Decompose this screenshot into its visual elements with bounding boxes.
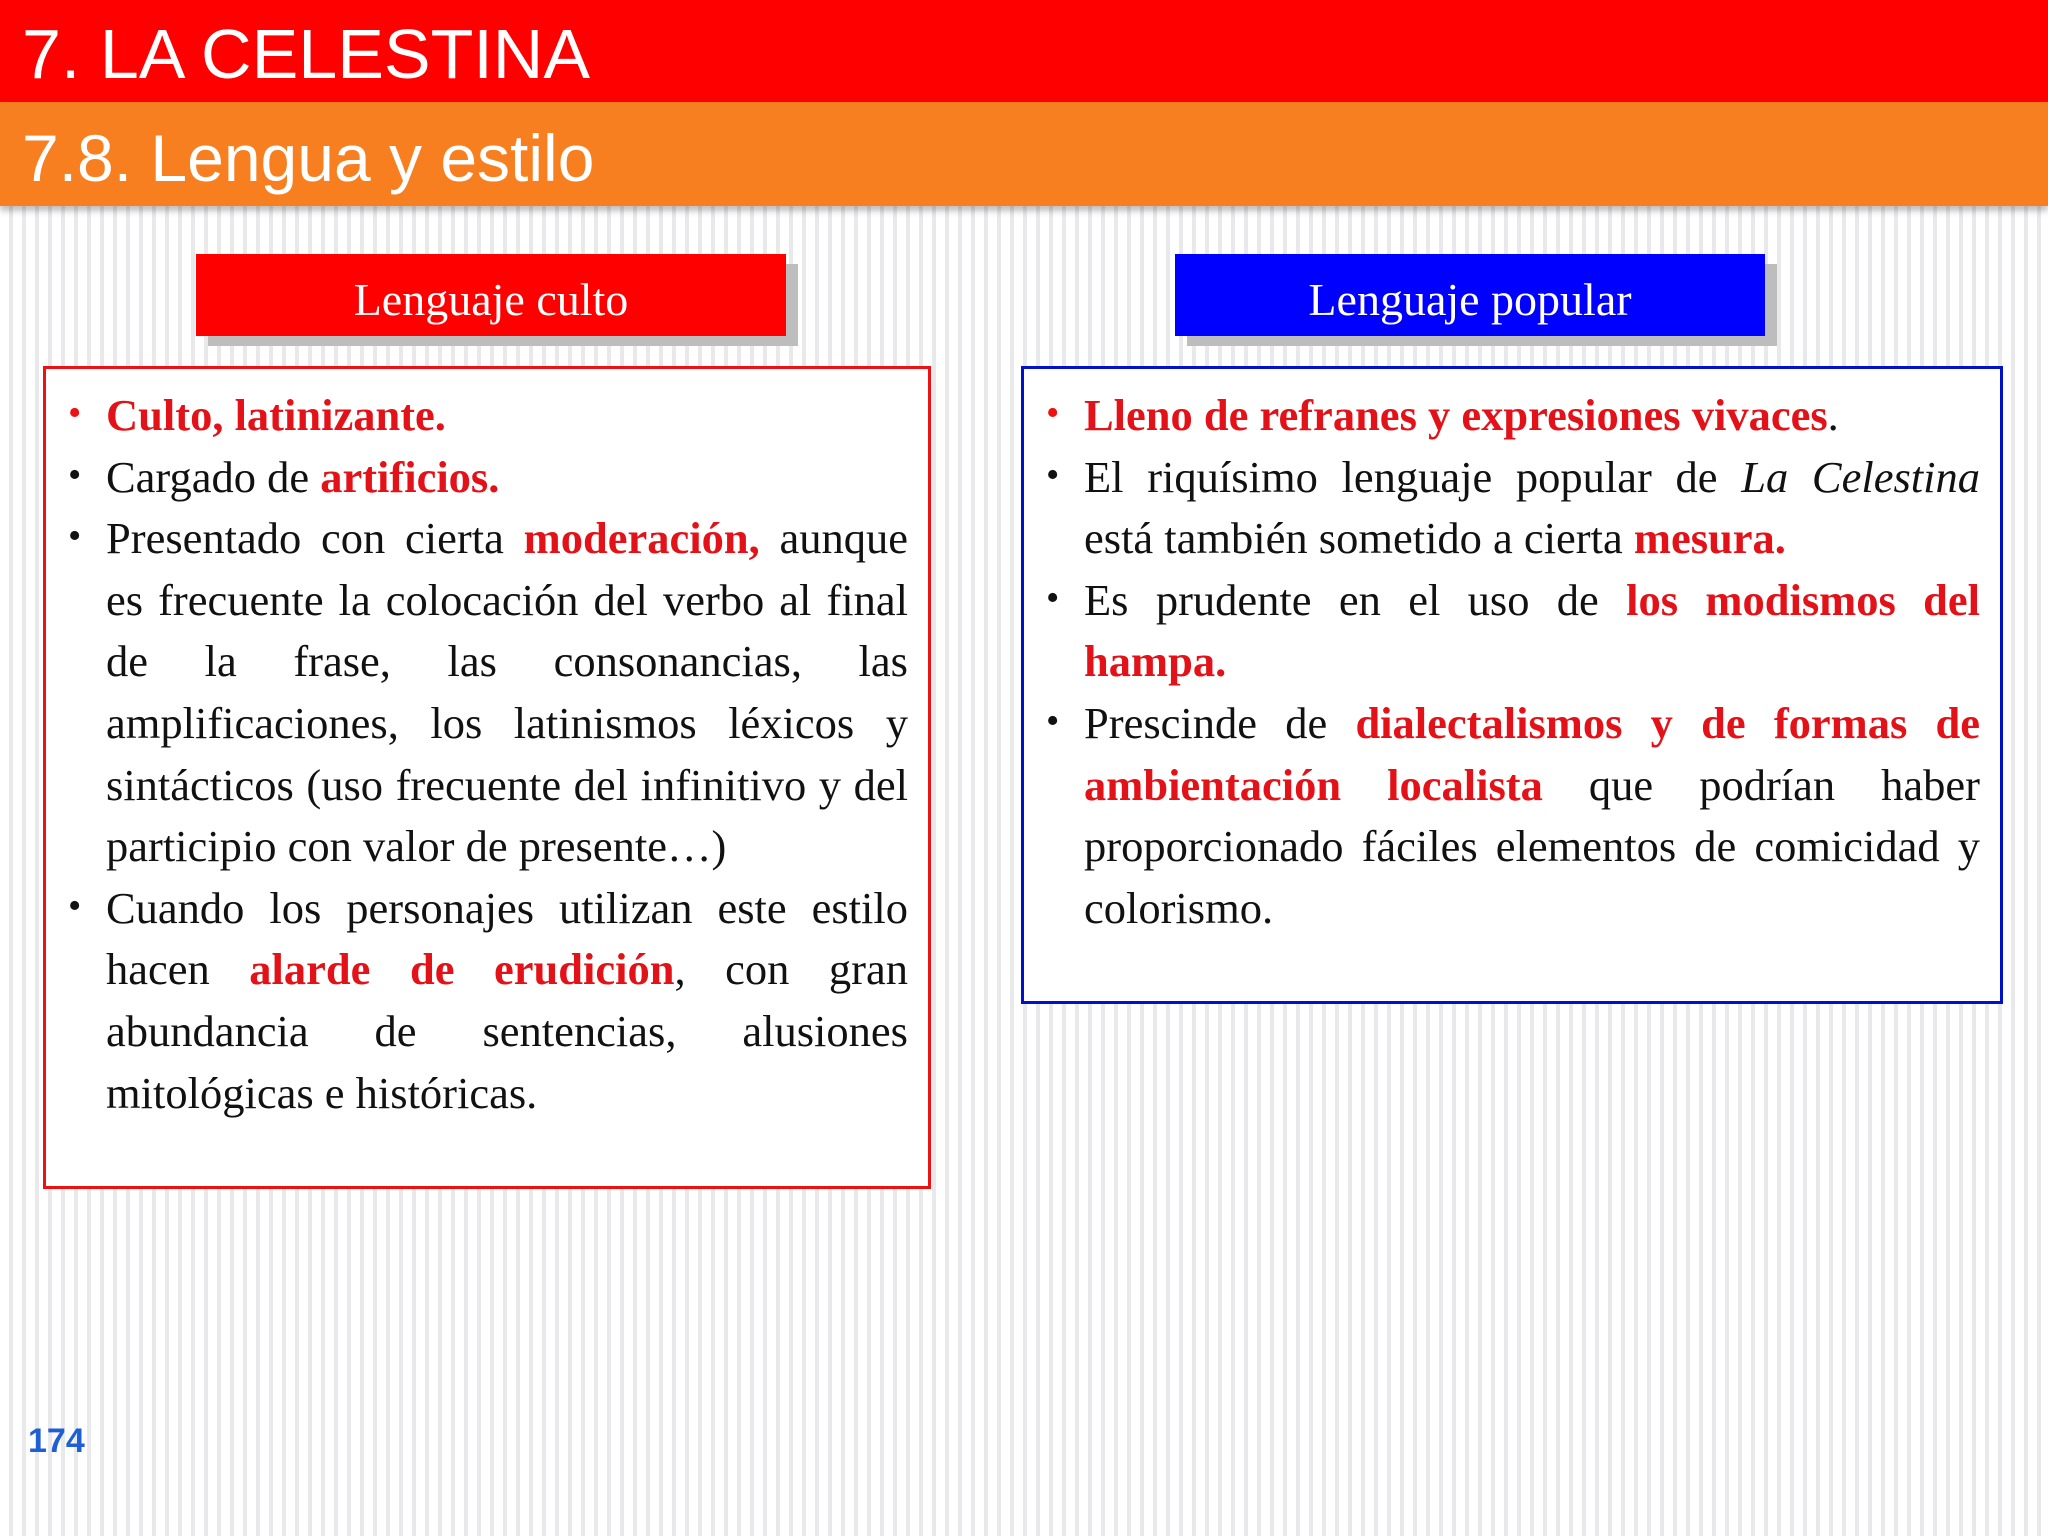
highlight-text: los modismos del hampa.: [1084, 574, 1980, 687]
bullet-text: Es prudente en el uso de: [1084, 574, 1627, 625]
bullet-text: El riquísimo lenguaje popular de: [1084, 451, 1742, 502]
highlight-text: Culto, latinizante.: [106, 390, 446, 440]
slide-subtitle: 7.8. Lengua y estilo: [0, 102, 2048, 206]
bullet-text: aunque es frecuente la colocación del verbo al final de la frase, las consonancias, las amplificaciones, los latinismos léxicos y sintácticos (uso frecuente del infinitivo y del participio con valor de presente…): [106, 513, 908, 872]
panel-lenguaje-culto: [43, 366, 931, 1189]
bullet-dot-icon: •: [68, 884, 82, 927]
list-item: [1044, 447, 1980, 570]
bullet-dot-icon: •: [1046, 453, 1060, 496]
bullet-text: Cuando los personajes utilizan este estilo hacen: [106, 882, 908, 995]
highlight-text: alarde de erudición: [249, 944, 675, 995]
popular-bullet-list: [1044, 385, 1980, 939]
list-item: [66, 385, 908, 447]
panel-lenguaje-popular: [1021, 366, 2003, 1004]
highlight-text: dialectalismos y de formas de ambientación localista: [1084, 697, 1980, 810]
heading-lenguaje-culto: Lenguaje culto: [196, 254, 786, 336]
list-item: [66, 447, 908, 509]
bullet-text: Prescinde de: [1084, 697, 1356, 748]
page-number: 174: [28, 1422, 85, 1460]
list-item: [1044, 693, 1980, 939]
slide-title: 7. LA CELESTINA: [0, 0, 2048, 102]
bullet-text: está también sometido a cierta: [1084, 513, 1634, 564]
list-item: [1044, 570, 1980, 693]
bullet-text: .: [1827, 390, 1839, 440]
culto-bullet-list: [66, 385, 908, 1124]
highlight-text: mesura.: [1633, 513, 1786, 564]
bullet-dot-icon: •: [68, 515, 82, 558]
highlight-text: artificios.: [320, 451, 500, 502]
highlight-text: Lleno de refranes y expresiones vivaces: [1084, 390, 1828, 440]
list-item: [66, 878, 908, 1124]
bullet-text: Cargado de: [106, 451, 321, 502]
list-item: [1044, 385, 1980, 447]
italic-title: La Celestina: [1741, 451, 1980, 502]
bullet-text: que podrían haber proporcionado fáciles elementos de comicidad y colorismo.: [1084, 759, 1981, 933]
highlight-text: moderación,: [523, 513, 760, 564]
bullet-text: , con gran abundancia de sentencias, alusiones mitológicas e históricas.: [106, 944, 908, 1118]
bullet-dot-icon: •: [68, 453, 82, 496]
bullet-dot-icon: •: [68, 392, 82, 434]
bullet-dot-icon: •: [1046, 576, 1060, 619]
list-item: [66, 508, 908, 878]
bullet-dot-icon: •: [1046, 699, 1060, 742]
heading-lenguaje-popular: Lenguaje popular: [1175, 254, 1765, 336]
bullet-dot-icon: •: [1046, 392, 1060, 434]
bullet-text: Presentado con cierta: [106, 513, 524, 564]
